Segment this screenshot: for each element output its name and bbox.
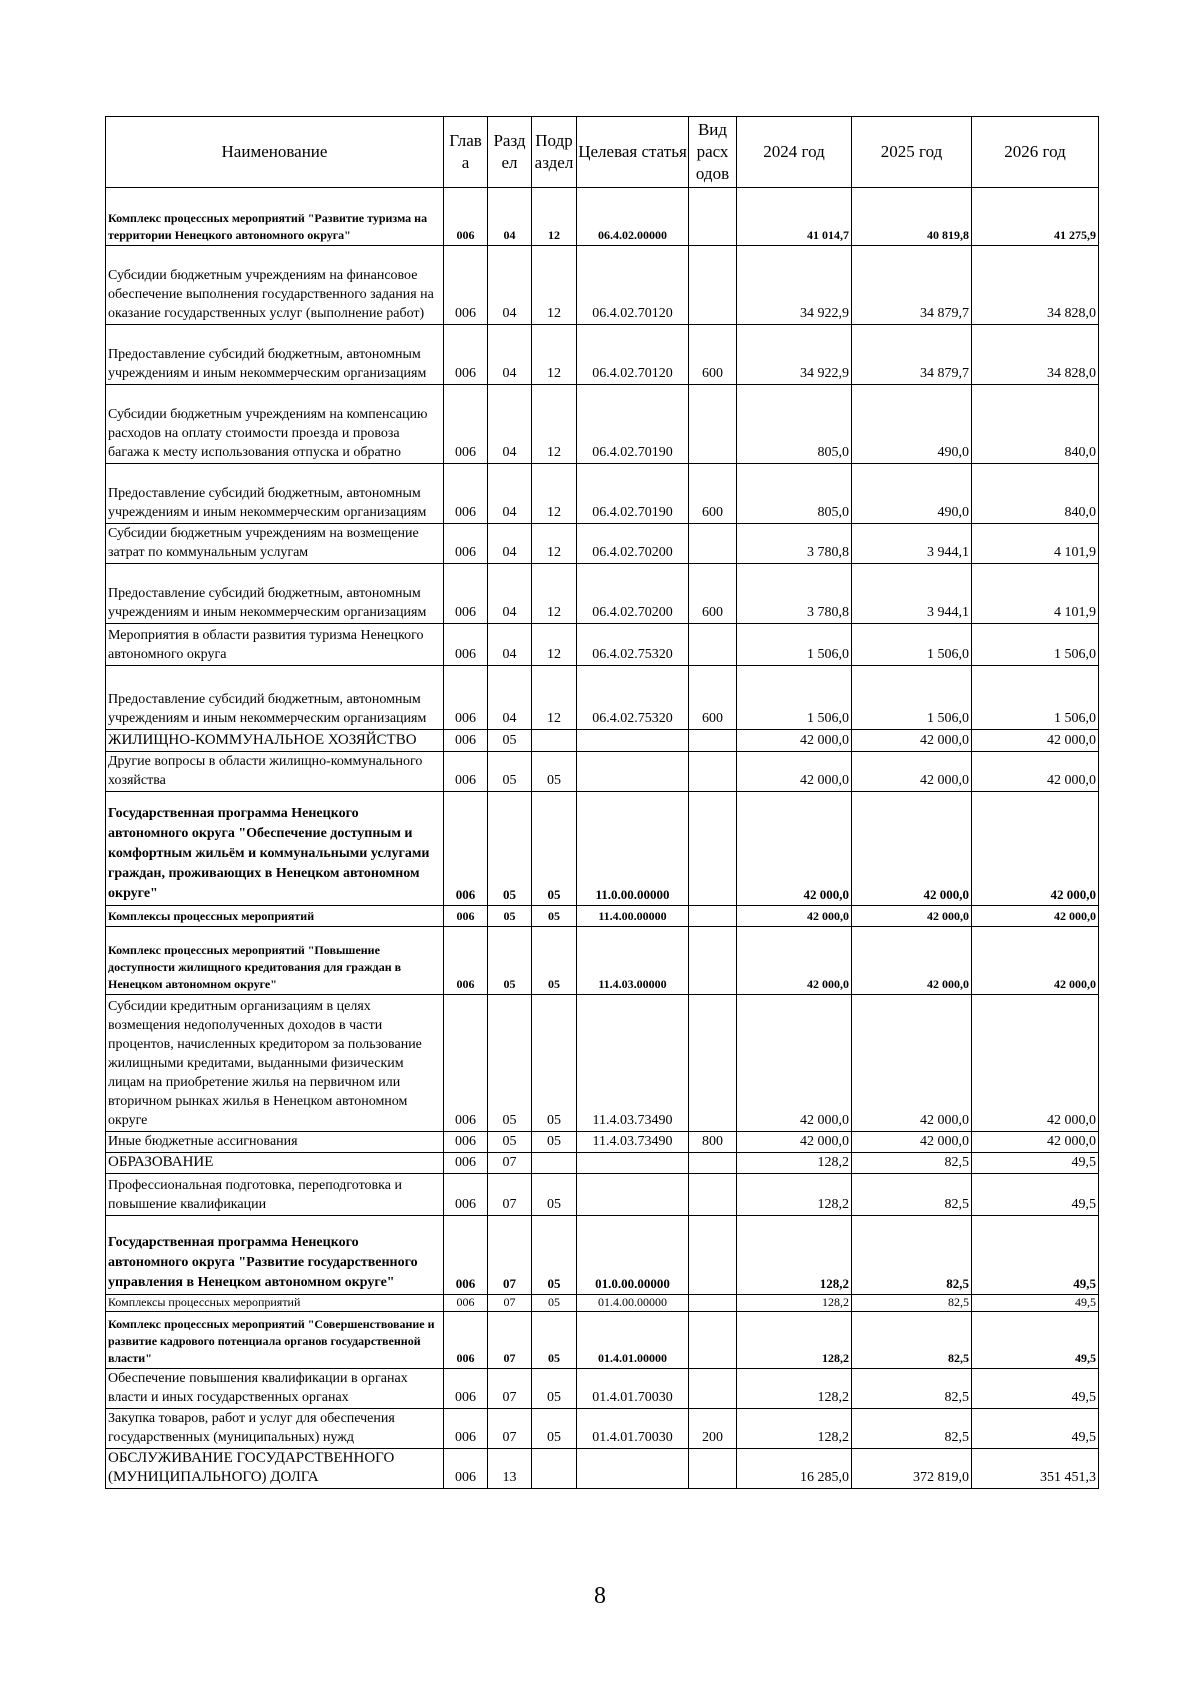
cell-y2024: 128,2 — [737, 1409, 852, 1449]
cell-target: 06.4.02.00000 — [577, 188, 689, 246]
cell-y2026: 42 000,0 — [972, 1132, 1099, 1153]
cell-podrazdel: 05 — [532, 1174, 577, 1216]
cell-name: Субсидии бюджетным учреждениям на возмещение затрат по коммунальным услугам — [106, 524, 444, 564]
cell-vid — [689, 246, 737, 325]
cell-y2025: 1 506,0 — [852, 624, 972, 666]
cell-y2025: 1 506,0 — [852, 666, 972, 730]
cell-target: 06.4.02.70120 — [577, 325, 689, 385]
cell-name: Государственная программа Ненецкого автономного округа "Обеспечение доступным и комфортным жильём и коммунальными услугами граждан, проживающих в Ненецком автономном округе" — [106, 792, 444, 906]
cell-y2026: 1 506,0 — [972, 624, 1099, 666]
cell-y2025: 34 879,7 — [852, 325, 972, 385]
cell-podrazdel: 05 — [532, 752, 577, 792]
cell-name: Другие вопросы в области жилищно-коммунального хозяйства — [106, 752, 444, 792]
cell-y2026: 49,5 — [972, 1153, 1099, 1174]
cell-name: Субсидии кредитным организациям в целях возмещения недополученных доходов в части процентов, начисленных кредитором за пользование жилищными кредитами, выданными физическим лицам на приобретение жилья на первичном или вторичном рынках жилья в Ненецком автономном округе — [106, 995, 444, 1132]
cell-y2024: 42 000,0 — [737, 995, 852, 1132]
cell-y2024: 42 000,0 — [737, 730, 852, 752]
cell-y2025: 82,5 — [852, 1216, 972, 1295]
header-2026: 2026 год — [972, 117, 1099, 188]
cell-glava: 006 — [444, 1216, 488, 1295]
table-row — [106, 188, 1099, 246]
cell-target: 06.4.02.70190 — [577, 385, 689, 464]
cell-podrazdel: 05 — [532, 995, 577, 1132]
cell-razdel: 05 — [488, 730, 532, 752]
cell-target: 11.4.03.73490 — [577, 995, 689, 1132]
cell-razdel: 05 — [488, 1132, 532, 1153]
cell-glava: 006 — [444, 188, 488, 246]
cell-y2026: 49,5 — [972, 1369, 1099, 1409]
table-row — [106, 1295, 1099, 1312]
cell-y2025: 42 000,0 — [852, 730, 972, 752]
cell-glava: 006 — [444, 325, 488, 385]
cell-target — [577, 1449, 689, 1489]
cell-target: 06.4.02.75320 — [577, 666, 689, 730]
cell-glava: 006 — [444, 1153, 488, 1174]
cell-y2025: 42 000,0 — [852, 792, 972, 906]
cell-glava: 006 — [444, 564, 488, 624]
cell-y2026: 42 000,0 — [972, 906, 1099, 927]
cell-vid — [689, 1295, 737, 1312]
cell-y2025: 42 000,0 — [852, 752, 972, 792]
cell-target — [577, 730, 689, 752]
cell-target: 06.4.02.70200 — [577, 524, 689, 564]
cell-y2025: 3 944,1 — [852, 564, 972, 624]
cell-y2025: 490,0 — [852, 385, 972, 464]
cell-y2026: 49,5 — [972, 1312, 1099, 1369]
cell-target: 06.4.02.70200 — [577, 564, 689, 624]
cell-glava: 006 — [444, 995, 488, 1132]
cell-y2026: 34 828,0 — [972, 246, 1099, 325]
cell-glava: 006 — [444, 246, 488, 325]
cell-vid — [689, 1369, 737, 1409]
cell-podrazdel — [532, 730, 577, 752]
table-row — [106, 1132, 1099, 1153]
cell-razdel: 05 — [488, 995, 532, 1132]
cell-y2024: 128,2 — [737, 1295, 852, 1312]
cell-vid — [689, 188, 737, 246]
cell-razdel: 07 — [488, 1409, 532, 1449]
cell-razdel: 07 — [488, 1174, 532, 1216]
cell-razdel: 07 — [488, 1295, 532, 1312]
cell-y2026: 4 101,9 — [972, 524, 1099, 564]
cell-y2026: 840,0 — [972, 385, 1099, 464]
cell-glava: 006 — [444, 1174, 488, 1216]
cell-target: 01.4.01.70030 — [577, 1369, 689, 1409]
cell-target: 01.4.00.00000 — [577, 1295, 689, 1312]
header-glava: Глав а — [444, 117, 488, 188]
header-vid: Вид расх одов — [689, 117, 737, 188]
cell-y2026: 49,5 — [972, 1295, 1099, 1312]
cell-podrazdel: 05 — [532, 1369, 577, 1409]
cell-y2024: 42 000,0 — [737, 752, 852, 792]
cell-name: Профессиональная подготовка, переподготовка и повышение квалификации — [106, 1174, 444, 1216]
cell-y2024: 3 780,8 — [737, 564, 852, 624]
cell-y2025: 42 000,0 — [852, 995, 972, 1132]
cell-podrazdel: 12 — [532, 564, 577, 624]
cell-vid: 800 — [689, 1132, 737, 1153]
cell-name: Комплекс процессных мероприятий "Развитие туризма на территории Ненецкого автономного округа" — [106, 188, 444, 246]
table-row — [106, 906, 1099, 927]
cell-razdel: 07 — [488, 1312, 532, 1369]
cell-vid — [689, 524, 737, 564]
cell-razdel: 04 — [488, 385, 532, 464]
cell-glava: 006 — [444, 1295, 488, 1312]
cell-razdel: 05 — [488, 906, 532, 927]
cell-y2025: 40 819,8 — [852, 188, 972, 246]
cell-y2026: 4 101,9 — [972, 564, 1099, 624]
cell-y2026: 42 000,0 — [972, 752, 1099, 792]
table-row — [106, 1312, 1099, 1369]
cell-y2026: 351 451,3 — [972, 1449, 1099, 1489]
cell-razdel: 04 — [488, 246, 532, 325]
cell-razdel: 04 — [488, 188, 532, 246]
cell-name: Предоставление субсидий бюджетным, автономным учреждениям и иным некоммерческим организациям — [106, 325, 444, 385]
table-row — [106, 995, 1099, 1132]
header-target: Целевая статья — [577, 117, 689, 188]
table-row — [106, 1449, 1099, 1489]
cell-target: 06.4.02.70120 — [577, 246, 689, 325]
cell-target: 11.4.03.73490 — [577, 1132, 689, 1153]
table-body — [106, 188, 1099, 1489]
cell-glava: 006 — [444, 792, 488, 906]
cell-target — [577, 1153, 689, 1174]
cell-y2024: 42 000,0 — [737, 1132, 852, 1153]
cell-y2025: 82,5 — [852, 1174, 972, 1216]
table-row — [106, 1153, 1099, 1174]
header-name: Наименование — [106, 117, 444, 188]
cell-vid — [689, 385, 737, 464]
table-row — [106, 325, 1099, 385]
cell-y2024: 16 285,0 — [737, 1449, 852, 1489]
cell-y2026: 1 506,0 — [972, 666, 1099, 730]
cell-glava: 006 — [444, 1312, 488, 1369]
cell-glava: 006 — [444, 927, 488, 995]
cell-vid — [689, 995, 737, 1132]
cell-name: Предоставление субсидий бюджетным, автономным учреждениям и иным некоммерческим организациям — [106, 564, 444, 624]
cell-name: Закупка товаров, работ и услуг для обеспечения государственных (муниципальных) нужд — [106, 1409, 444, 1449]
cell-podrazdel: 12 — [532, 385, 577, 464]
cell-y2024: 128,2 — [737, 1153, 852, 1174]
cell-glava: 006 — [444, 1449, 488, 1489]
cell-glava: 006 — [444, 624, 488, 666]
cell-podrazdel: 05 — [532, 1409, 577, 1449]
cell-y2025: 42 000,0 — [852, 1132, 972, 1153]
cell-y2026: 42 000,0 — [972, 792, 1099, 906]
table-row — [106, 1216, 1099, 1295]
cell-vid — [689, 906, 737, 927]
cell-y2026: 840,0 — [972, 464, 1099, 524]
cell-y2024: 1 506,0 — [737, 624, 852, 666]
cell-razdel: 07 — [488, 1216, 532, 1295]
cell-y2025: 34 879,7 — [852, 246, 972, 325]
cell-target: 06.4.02.75320 — [577, 624, 689, 666]
cell-y2024: 42 000,0 — [737, 792, 852, 906]
page-number: 8 — [594, 1583, 606, 1609]
table-header-row — [106, 117, 1099, 188]
cell-y2026: 34 828,0 — [972, 325, 1099, 385]
cell-target — [577, 752, 689, 792]
cell-razdel: 13 — [488, 1449, 532, 1489]
cell-y2025: 42 000,0 — [852, 906, 972, 927]
table-row — [106, 730, 1099, 752]
cell-y2025: 82,5 — [852, 1295, 972, 1312]
table-row — [106, 1369, 1099, 1409]
cell-podrazdel: 12 — [532, 188, 577, 246]
cell-target: 06.4.02.70190 — [577, 464, 689, 524]
cell-target: 11.4.03.00000 — [577, 927, 689, 995]
cell-glava: 006 — [444, 464, 488, 524]
cell-vid — [689, 1153, 737, 1174]
cell-vid: 200 — [689, 1409, 737, 1449]
table-row — [106, 246, 1099, 325]
cell-name: Иные бюджетные ассигнования — [106, 1132, 444, 1153]
budget-table — [105, 116, 1099, 1489]
cell-glava: 006 — [444, 385, 488, 464]
cell-name: Комплекс процессных мероприятий "Совершенствование и развитие кадрового потенциала органов государственной власти" — [106, 1312, 444, 1369]
table-row — [106, 752, 1099, 792]
cell-y2025: 82,5 — [852, 1369, 972, 1409]
cell-name: ОБРАЗОВАНИЕ — [106, 1153, 444, 1174]
cell-podrazdel: 05 — [532, 1295, 577, 1312]
cell-glava: 006 — [444, 524, 488, 564]
table-row — [106, 564, 1099, 624]
table-row — [106, 624, 1099, 666]
cell-y2026: 42 000,0 — [972, 730, 1099, 752]
cell-razdel: 05 — [488, 792, 532, 906]
cell-vid: 600 — [689, 666, 737, 730]
cell-y2026: 42 000,0 — [972, 927, 1099, 995]
cell-vid — [689, 1174, 737, 1216]
cell-y2026: 49,5 — [972, 1216, 1099, 1295]
cell-glava: 006 — [444, 1369, 488, 1409]
cell-razdel: 04 — [488, 325, 532, 385]
cell-name: Мероприятия в области развития туризма Ненецкого автономного округа — [106, 624, 444, 666]
cell-podrazdel: 05 — [532, 792, 577, 906]
cell-vid — [689, 1216, 737, 1295]
cell-name: Предоставление субсидий бюджетным, автономным учреждениям и иным некоммерческим организациям — [106, 666, 444, 730]
cell-podrazdel: 05 — [532, 927, 577, 995]
cell-razdel: 04 — [488, 564, 532, 624]
cell-podrazdel: 05 — [532, 1132, 577, 1153]
cell-y2025: 42 000,0 — [852, 927, 972, 995]
cell-target — [577, 1174, 689, 1216]
cell-y2024: 34 922,9 — [737, 246, 852, 325]
cell-podrazdel: 05 — [532, 906, 577, 927]
cell-razdel: 04 — [488, 524, 532, 564]
cell-y2025: 82,5 — [852, 1409, 972, 1449]
cell-y2024: 805,0 — [737, 464, 852, 524]
cell-glava: 006 — [444, 1132, 488, 1153]
cell-name: Субсидии бюджетным учреждениям на финансовое обеспечение выполнения государственного задания на оказание государственных услуг (выполнение работ) — [106, 246, 444, 325]
cell-glava: 006 — [444, 752, 488, 792]
cell-podrazdel: 05 — [532, 1312, 577, 1369]
cell-razdel: 07 — [488, 1369, 532, 1409]
cell-vid — [689, 1312, 737, 1369]
cell-target: 01.4.01.00000 — [577, 1312, 689, 1369]
cell-razdel: 05 — [488, 927, 532, 995]
cell-target: 01.4.01.70030 — [577, 1409, 689, 1449]
cell-target: 11.4.00.00000 — [577, 906, 689, 927]
header-razdel: Разд ел — [488, 117, 532, 188]
cell-name: ЖИЛИЩНО-КОММУНАЛЬНОЕ ХОЗЯЙСТВО — [106, 730, 444, 752]
cell-vid — [689, 752, 737, 792]
cell-podrazdel: 12 — [532, 246, 577, 325]
cell-y2026: 49,5 — [972, 1409, 1099, 1449]
cell-name: Обеспечение повышения квалификации в органах власти и иных государственных органах — [106, 1369, 444, 1409]
cell-y2025: 372 819,0 — [852, 1449, 972, 1489]
cell-vid — [689, 1449, 737, 1489]
table-row — [106, 666, 1099, 730]
cell-podrazdel: 12 — [532, 666, 577, 730]
cell-y2024: 1 506,0 — [737, 666, 852, 730]
cell-y2026: 49,5 — [972, 1174, 1099, 1216]
cell-podrazdel: 12 — [532, 624, 577, 666]
cell-razdel: 04 — [488, 624, 532, 666]
cell-podrazdel — [532, 1449, 577, 1489]
cell-y2024: 128,2 — [737, 1369, 852, 1409]
header-podrazdel: Подр аздел — [532, 117, 577, 188]
header-2025: 2025 год — [852, 117, 972, 188]
table-row — [106, 385, 1099, 464]
table-row — [106, 1174, 1099, 1216]
cell-y2025: 82,5 — [852, 1312, 972, 1369]
cell-y2024: 128,2 — [737, 1312, 852, 1369]
cell-name: Государственная программа Ненецкого автономного округа "Развитие государственного управления в Ненецком автономном округе" — [106, 1216, 444, 1295]
table-row — [106, 927, 1099, 995]
cell-y2026: 42 000,0 — [972, 995, 1099, 1132]
cell-name: Субсидии бюджетным учреждениям на компенсацию расходов на оплату стоимости проезда и провоза багажа к месту использования отпуска и обратно — [106, 385, 444, 464]
cell-y2024: 42 000,0 — [737, 906, 852, 927]
table-row — [106, 1409, 1099, 1449]
table-row — [106, 524, 1099, 564]
cell-target: 01.0.00.00000 — [577, 1216, 689, 1295]
cell-y2025: 490,0 — [852, 464, 972, 524]
cell-razdel: 05 — [488, 752, 532, 792]
cell-vid — [689, 927, 737, 995]
cell-target: 11.0.00.00000 — [577, 792, 689, 906]
cell-name: Комплексы процессных мероприятий — [106, 906, 444, 927]
cell-vid — [689, 624, 737, 666]
header-2024: 2024 год — [737, 117, 852, 188]
cell-glava: 006 — [444, 1409, 488, 1449]
cell-vid — [689, 730, 737, 752]
cell-y2024: 128,2 — [737, 1174, 852, 1216]
cell-y2024: 805,0 — [737, 385, 852, 464]
cell-podrazdel: 12 — [532, 325, 577, 385]
cell-name: Предоставление субсидий бюджетным, автономным учреждениям и иным некоммерческим организациям — [106, 464, 444, 524]
cell-y2025: 3 944,1 — [852, 524, 972, 564]
table-row — [106, 792, 1099, 906]
cell-name: Комплексы процессных мероприятий — [106, 1295, 444, 1312]
cell-razdel: 04 — [488, 666, 532, 730]
cell-y2024: 41 014,7 — [737, 188, 852, 246]
cell-razdel: 04 — [488, 464, 532, 524]
cell-y2024: 128,2 — [737, 1216, 852, 1295]
cell-podrazdel: 12 — [532, 464, 577, 524]
cell-y2024: 34 922,9 — [737, 325, 852, 385]
cell-name: Комплекс процессных мероприятий "Повышение доступности жилищного кредитования для граждан в Ненецком автономном округе" — [106, 927, 444, 995]
table-row — [106, 464, 1099, 524]
cell-razdel: 07 — [488, 1153, 532, 1174]
cell-glava: 006 — [444, 906, 488, 927]
cell-name: ОБСЛУЖИВАНИЕ ГОСУДАРСТВЕННОГО (МУНИЦИПАЛЬНОГО) ДОЛГА — [106, 1449, 444, 1489]
cell-vid: 600 — [689, 325, 737, 385]
cell-y2024: 3 780,8 — [737, 524, 852, 564]
cell-podrazdel: 05 — [532, 1216, 577, 1295]
cell-glava: 006 — [444, 730, 488, 752]
cell-y2024: 42 000,0 — [737, 927, 852, 995]
cell-vid: 600 — [689, 464, 737, 524]
cell-podrazdel: 12 — [532, 524, 577, 564]
cell-y2025: 82,5 — [852, 1153, 972, 1174]
cell-glava: 006 — [444, 666, 488, 730]
cell-vid — [689, 792, 737, 906]
cell-y2026: 41 275,9 — [972, 188, 1099, 246]
cell-podrazdel — [532, 1153, 577, 1174]
cell-vid: 600 — [689, 564, 737, 624]
